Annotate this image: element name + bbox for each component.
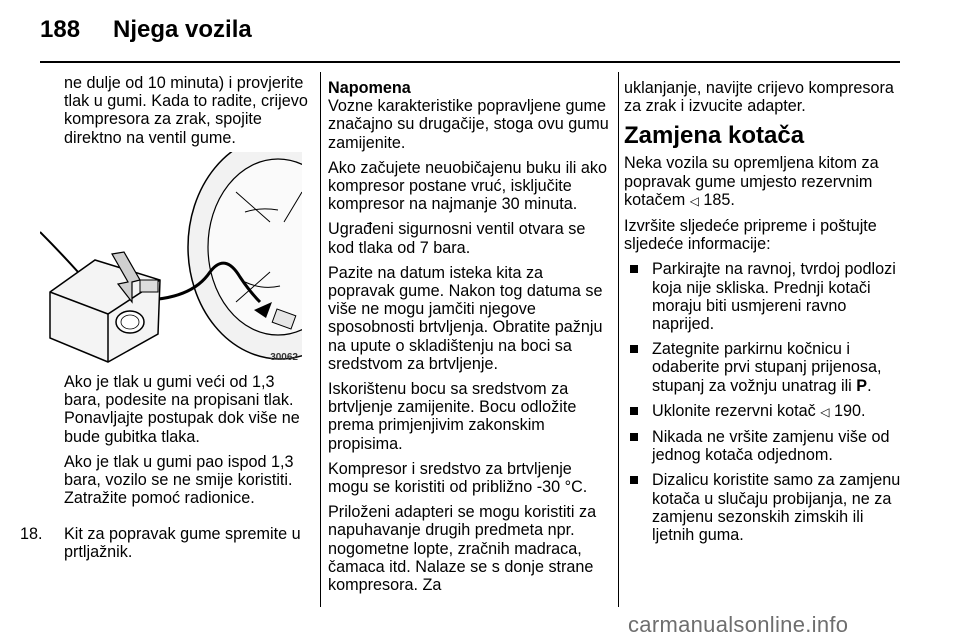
bullet-text: Zategnite parkirnu kočnicu i odaberite prvi stupanj prijenosa, stupanj za vožnju unatrag ili [652,340,882,395]
column-2 [328,79,610,601]
section-heading: Zamjena kotača [624,122,805,150]
list-item [624,428,904,464]
bullet-text: Parkirajte na ravnoj, tvrdoj podlozi koja nije skliska. Prednji kotači moraju biti usmjereni ravno naprijed. [652,260,896,334]
bullet-text-end: . [867,376,872,395]
page-reference-icon: ◁ [820,404,830,419]
note-paragraph: Ugrađeni sigurnosni ventil otvara se kod tlaka od 7 bara. [328,220,586,257]
list-item [624,402,904,421]
column-1-top [64,74,310,154]
page-reference: 190. [829,401,866,420]
paragraph-pressure-high: Ako je tlak u gumi veći od 1,3 bara, podesite na propisani tlak. Ponavljajte postupak dok više ne bude gubitka tlaka. [64,373,300,446]
note-paragraph: Priloženi adapteri se mogu koristiti za napuhavanje drugih predmeta npr. nogometne lopte, zračnih madraca, čamaca itd. Nalaze se s donje strane kompresora. Za [328,503,597,595]
note-paragraph: Vozne karakteristike popravljene gume značajno su drugačije, stoga ovu gumu zamijenite. [328,97,609,152]
page-reference: 185. [698,190,735,209]
column-divider-1 [320,72,321,607]
note-paragraph: Kompresor i sredstvo za brtvljenje mogu se koristiti od približno -30 °C. [328,459,588,497]
bullet-icon [630,476,638,484]
note-paragraph: Pazite na datum isteka kita za popravak gume. Nakon tog datuma se više ne mogu jamčiti njegove sposobnosti brtvljenja. Obratite pažnju na upute o skladištenju na boci sa sredstvom za brtvljenje. [328,263,603,373]
figure-number: 30062 [270,352,298,363]
page-reference-icon: ◁ [689,193,699,208]
bullet-icon [630,265,638,273]
note-paragraph: Ako začujete neuobičajenu buku ili ako kompresor postane vruć, isključite kompresor na najmanje 30 minuta. [328,158,607,214]
watermark: carmanualsonline.info [628,612,849,637]
paragraph-preparation: Izvršite sljedeće pripreme i poštujte sljedeće informacije: [624,217,877,254]
compressor-drawing [40,152,302,366]
bullet-text: Uklonite rezervni kotač [652,401,816,420]
paragraph-adapter: uklanjanje, navijte crijevo kompresora za zrak i izvucite adapter. [624,79,894,116]
header-rule [40,61,900,63]
note-heading: Napomena [328,79,411,97]
gear-letter: P [856,376,868,395]
list-item [624,471,904,544]
bullet-text: Dizalicu koristite samo za zamjenu kotača u slučaju probijanja, ne za zamjenu sezonskih zimskih ili ljetnih guma. [652,471,901,545]
page-header [0,0,960,60]
column-1-middle [64,373,310,514]
column-divider-2 [618,72,619,607]
bullet-icon [630,345,638,353]
bullet-icon [630,433,638,441]
compressor-illustration [40,152,302,366]
paragraph-intro [624,154,904,210]
list-item [624,260,904,333]
paragraph-pressure-low: Ako je tlak u gumi pao ispod 1,3 bara, vozilo se ne smije koristiti. Zatražite pomoć radionice. [64,452,294,508]
note-paragraph: Iskorištenu bocu sa sredstvom za brtvljenje zamijenite. Bocu odložite prema primjenjivim zakonskim propisima. [328,380,577,453]
step-text: Kit za popravak gume spremite u prtljažnik. [64,525,301,562]
page-title: Njega vozila [113,16,252,43]
page-number: 188 [40,16,81,43]
bullet-text: Nikada ne vršite zamjenu više od jednog kotača odjednom. [652,428,890,465]
bullet-icon [630,407,638,415]
paragraph-check-pressure: ne dulje od 10 minuta) i provjerite tlak u gumi. Kada to radite, crijevo kompresora za zrak, spojite direktno na ventil gume. [64,74,308,147]
intro-text: Neka vozila su opremljena kitom za popravak gume umjesto rezervnim kotačem [624,154,879,209]
list-item [624,340,904,395]
column-3 [624,79,904,551]
step-number: 18. [20,525,43,543]
